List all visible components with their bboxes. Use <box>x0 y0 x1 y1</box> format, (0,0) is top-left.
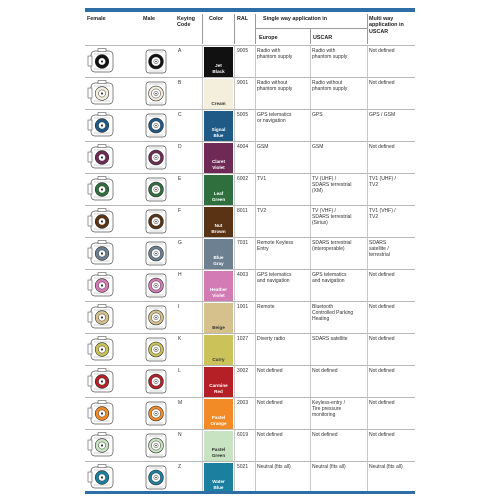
column-line <box>367 78 368 110</box>
male-connector-icon <box>141 368 171 395</box>
multi-way-application: Not defined <box>369 432 395 438</box>
column-line <box>367 398 368 430</box>
color-swatch <box>204 271 233 301</box>
keying-code: B <box>178 80 182 86</box>
header-col-line <box>202 14 203 44</box>
color-swatch <box>204 303 233 333</box>
europe-application: TV1 <box>257 176 267 182</box>
column-line <box>310 270 311 302</box>
male-connector-icon <box>141 112 171 139</box>
table-row <box>85 45 415 77</box>
female-connector-icon <box>87 368 117 395</box>
column-line <box>234 238 235 270</box>
uscar-application: GPS telematics and navigation <box>312 272 347 285</box>
multi-way-application: Not defined <box>369 336 395 342</box>
column-line <box>255 302 256 334</box>
uscar-application: Radio with phantom supply <box>312 48 348 61</box>
table-row <box>85 173 415 205</box>
column-line <box>310 398 311 430</box>
column-line <box>255 174 256 206</box>
europe-application: TV2 <box>257 208 267 214</box>
column-line <box>234 110 235 142</box>
color-swatch <box>204 111 233 141</box>
europe-application: GSM <box>257 144 269 150</box>
male-connector-icon <box>141 272 171 299</box>
ral-number: 1001 <box>237 304 249 310</box>
uscar-application: TV (VHF) / SDARS terrestrial (Sirius) <box>312 208 352 227</box>
uscar-application: Radio without phantom supply <box>312 80 348 93</box>
column-line <box>255 206 256 238</box>
column-line <box>367 142 368 174</box>
uscar-application: Neutral (fits all) <box>312 464 346 470</box>
column-line <box>255 334 256 366</box>
uscar-application: GPS <box>312 112 323 118</box>
uscar-application: Not defined <box>312 368 338 374</box>
multi-way-application: Neutral (fits all) <box>369 464 403 470</box>
color-swatch <box>204 143 233 173</box>
europe-application: GPS telematics and navigation <box>257 272 292 285</box>
column-line <box>234 78 235 110</box>
ral-number: 1027 <box>237 336 249 342</box>
column-line <box>202 110 203 142</box>
color-name: Pastel Green <box>211 447 226 458</box>
color-name: Carmine Red <box>209 383 228 394</box>
color-name: Blue Gray <box>213 255 224 266</box>
column-line <box>310 430 311 462</box>
europe-application: Radio with phantom supply <box>257 48 293 61</box>
column-line <box>310 110 311 142</box>
keying-code: M <box>178 400 183 406</box>
column-line <box>310 174 311 206</box>
column-line <box>310 46 311 78</box>
column-line <box>255 78 256 110</box>
column-line <box>367 238 368 270</box>
keying-code: C <box>178 112 182 118</box>
column-line <box>367 430 368 462</box>
uscar-application: Bluetooth Controlled Parking Heating <box>312 304 354 323</box>
female-connector-icon <box>87 464 117 491</box>
europe-application: Not defined <box>257 368 283 374</box>
ral-number: 7031 <box>237 240 249 246</box>
male-connector-icon <box>141 176 171 203</box>
column-line <box>202 206 203 238</box>
keying-code: D <box>178 144 182 150</box>
column-line <box>310 462 311 494</box>
ral-number: 5021 <box>237 464 249 470</box>
keying-code: H <box>178 272 182 278</box>
color-name: Jet Black <box>212 63 225 74</box>
header-single-way: Single way application in <box>263 16 328 22</box>
header-europe: Europe <box>259 35 278 41</box>
color-name: Water Blue <box>212 479 225 490</box>
table-row <box>85 397 415 429</box>
column-line <box>202 238 203 270</box>
column-line <box>310 302 311 334</box>
color-name: Curry <box>212 356 225 362</box>
color-name: Pastel Orange <box>210 415 227 426</box>
column-line <box>202 270 203 302</box>
europe-application: Not defined <box>257 400 283 406</box>
female-connector-icon <box>87 272 117 299</box>
male-connector-icon <box>141 208 171 235</box>
europe-application: Remote Keyless Entry <box>257 240 294 253</box>
male-connector-icon <box>141 336 171 363</box>
column-line <box>255 398 256 430</box>
ral-number: 9001 <box>237 80 249 86</box>
color-swatch <box>204 335 233 365</box>
uscar-application: SDARS terrestrial (interoperable) <box>312 240 352 253</box>
header-female: Female <box>87 16 106 22</box>
color-swatch <box>204 367 233 397</box>
table-row <box>85 461 415 493</box>
female-connector-icon <box>87 144 117 171</box>
header-col-line <box>310 28 311 44</box>
column-line <box>367 270 368 302</box>
column-line <box>234 334 235 366</box>
column-line <box>367 366 368 398</box>
ral-number: 6002 <box>237 176 249 182</box>
multi-way-application: Not defined <box>369 144 395 150</box>
keying-code: N <box>178 432 182 438</box>
europe-application: Remote <box>257 304 275 310</box>
column-line <box>234 142 235 174</box>
column-line <box>367 206 368 238</box>
male-connector-icon <box>141 80 171 107</box>
europe-application: Diverty radio <box>257 336 286 342</box>
multi-way-application: SDARS satellite / terrestrial <box>369 240 390 259</box>
uscar-application: Not defined <box>312 432 338 438</box>
female-connector-icon <box>87 80 117 107</box>
table-row <box>85 333 415 365</box>
color-swatch <box>204 463 233 493</box>
female-connector-icon <box>87 432 117 459</box>
column-line <box>202 462 203 494</box>
column-line <box>255 238 256 270</box>
column-line <box>255 270 256 302</box>
male-connector-icon <box>141 464 171 491</box>
male-connector-icon <box>141 144 171 171</box>
column-line <box>367 46 368 78</box>
ral-number: 8011 <box>237 208 248 214</box>
europe-application: GPS telematics or navigation <box>257 112 292 125</box>
color-name: Signal Blue <box>211 127 226 138</box>
header-multi-way: Multi way application in USCAR <box>369 16 404 35</box>
multi-way-application: TV1 (UHF) / TV2 <box>369 176 396 189</box>
europe-application: Radio without phantom supply <box>257 80 293 93</box>
column-line <box>367 334 368 366</box>
header-ral: RAL <box>237 16 249 22</box>
male-connector-icon <box>141 400 171 427</box>
header-divider <box>255 28 367 29</box>
table-row <box>85 77 415 109</box>
multi-way-application: Not defined <box>369 304 395 310</box>
table-row <box>85 141 415 173</box>
color-name: Beige <box>212 324 225 330</box>
color-swatch <box>204 399 233 429</box>
column-line <box>234 430 235 462</box>
female-connector-icon <box>87 208 117 235</box>
column-line <box>255 110 256 142</box>
column-line <box>255 46 256 78</box>
header-keying-code: Keying Code <box>177 16 195 29</box>
column-line <box>234 174 235 206</box>
female-connector-icon <box>87 240 117 267</box>
column-line <box>310 78 311 110</box>
column-line <box>255 366 256 398</box>
column-line <box>202 46 203 78</box>
color-swatch <box>204 175 233 205</box>
keying-code: I <box>178 304 180 310</box>
column-line <box>310 334 311 366</box>
color-swatch <box>204 239 233 269</box>
table-row <box>85 301 415 333</box>
column-line <box>234 398 235 430</box>
keying-code: G <box>178 240 182 246</box>
column-line <box>202 174 203 206</box>
column-line <box>234 270 235 302</box>
color-swatch <box>204 431 233 461</box>
column-line <box>367 302 368 334</box>
color-swatch <box>204 79 233 109</box>
column-line <box>234 206 235 238</box>
ral-number: 6019 <box>237 432 249 438</box>
column-line <box>310 206 311 238</box>
female-connector-icon <box>87 400 117 427</box>
table-row <box>85 365 415 397</box>
female-connector-icon <box>87 48 117 75</box>
keying-code: K <box>178 336 182 342</box>
color-name: Heather Violet <box>209 287 228 298</box>
column-line <box>202 78 203 110</box>
color-name: Leaf Green <box>211 191 226 202</box>
color-name: Nut Brown <box>211 223 226 234</box>
europe-application: Neutral (fits all) <box>257 464 291 470</box>
column-line <box>255 430 256 462</box>
multi-way-application: GPS / GSM <box>369 112 396 118</box>
male-connector-icon <box>141 304 171 331</box>
male-connector-icon <box>141 48 171 75</box>
column-line <box>234 366 235 398</box>
uscar-application: GSM <box>312 144 324 150</box>
bottom-rule <box>85 491 415 494</box>
multi-way-application: Not defined <box>369 368 395 374</box>
ral-number: 4003 <box>237 272 249 278</box>
multi-way-application: Not defined <box>369 48 395 54</box>
table-row <box>85 269 415 301</box>
table-row <box>85 109 415 141</box>
female-connector-icon <box>87 304 117 331</box>
ral-number: 4004 <box>237 144 249 150</box>
column-line <box>310 366 311 398</box>
female-connector-icon <box>87 112 117 139</box>
header-color: Color <box>209 16 224 22</box>
uscar-application: TV (UHF) / SDARS terrestrial (XM) <box>312 176 352 195</box>
connector-color-table <box>85 8 415 494</box>
multi-way-application: Not defined <box>369 80 395 86</box>
male-connector-icon <box>141 240 171 267</box>
table-row <box>85 237 415 269</box>
keying-code: F <box>178 208 182 214</box>
column-line <box>255 142 256 174</box>
column-line <box>202 398 203 430</box>
keying-code: L <box>178 368 181 374</box>
header-col-line <box>234 14 235 44</box>
color-name: Claret Violet <box>211 159 226 170</box>
uscar-application: Keyless-entry / Tire pressure monitoring <box>312 400 346 419</box>
column-line <box>255 462 256 494</box>
ral-number: 9005 <box>237 48 249 54</box>
column-line <box>367 462 368 494</box>
column-line <box>367 110 368 142</box>
multi-way-application: Not defined <box>369 272 395 278</box>
female-connector-icon <box>87 336 117 363</box>
table-row <box>85 429 415 461</box>
keying-code: E <box>178 176 182 182</box>
header-col-line <box>367 14 368 44</box>
top-rule <box>85 8 415 12</box>
column-line <box>202 334 203 366</box>
header-col-line <box>255 14 256 44</box>
column-line <box>310 238 311 270</box>
column-line <box>202 366 203 398</box>
column-line <box>234 302 235 334</box>
europe-application: Not defined <box>257 432 283 438</box>
table-row <box>85 205 415 237</box>
multi-way-application: TV1 (VHF) / TV2 <box>369 208 396 221</box>
column-line <box>202 430 203 462</box>
keying-code: Z <box>178 464 182 470</box>
ral-number: 5005 <box>237 112 249 118</box>
keying-code: A <box>178 48 182 54</box>
uscar-application: SDARS satellite <box>312 336 348 342</box>
header-male: Male <box>143 16 155 22</box>
header-uscar: USCAR <box>313 35 333 41</box>
column-line <box>202 142 203 174</box>
column-line <box>367 174 368 206</box>
ral-number: 3002 <box>237 368 249 374</box>
male-connector-icon <box>141 432 171 459</box>
multi-way-application: Not defined <box>369 400 395 406</box>
color-name: Cream <box>211 100 226 106</box>
female-connector-icon <box>87 176 117 203</box>
column-line <box>234 462 235 494</box>
column-line <box>202 302 203 334</box>
color-swatch <box>204 47 233 77</box>
column-line <box>234 46 235 78</box>
ral-number: 2003 <box>237 400 249 406</box>
column-line <box>310 142 311 174</box>
color-swatch <box>204 207 233 237</box>
